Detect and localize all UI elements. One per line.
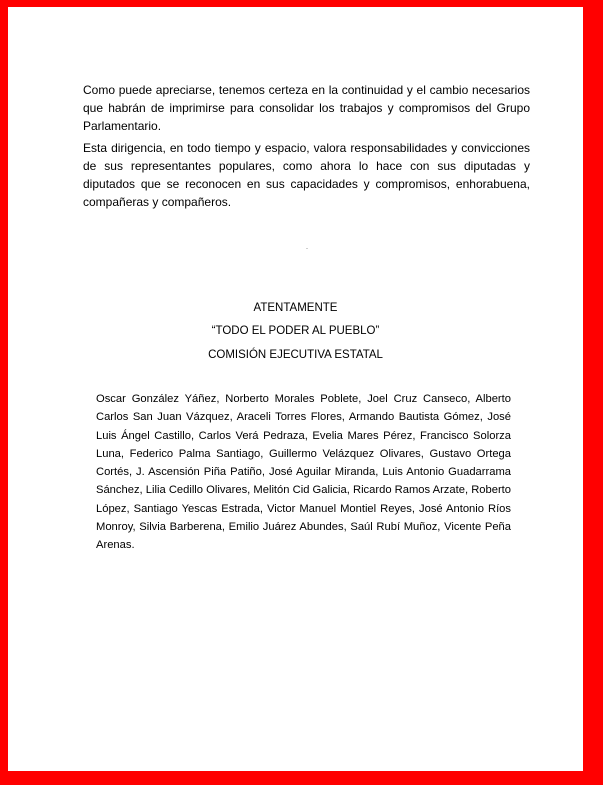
closing-motto: “TODO EL PODER AL PUEBLO” bbox=[211, 325, 380, 337]
signatories-list: Oscar González Yáñez, Norberto Morales Poblete, Joel Cruz Canseco, Alberto Carlos San Juan Vázquez, Araceli Torres Flores, Armando Bautista Gómez, José Luis Ángel Castillo, Carlos Verá Pedraza, Evelia Mares Pérez, Francisco Solorza Luna, Federico Palma Santiago, Guillermo Velázquez Olivares, Gustavo Ortega Cortés, J. Ascensión Piña Patiño, José Aguilar Miranda, Luis Antonio Guadarrama Sánchez, Lilia Cedillo Olivares, Melitón Cid Galicia, Ricardo Ramos Arzate, Roberto López, Santiago Yescas Estrada, Victor Manuel Montiel Reyes, José Antonio Ríos Monroy, Silvia Barberena, Emilio Juárez Abundes, Saúl Rubí Muñoz, Vicente Peña Arenas. bbox=[96, 393, 511, 552]
page-mark bbox=[306, 248, 308, 249]
document-page bbox=[8, 7, 583, 771]
paragraph-continuity: Como puede apreciarse, tenemos certeza en la continuidad y el cambio necesarios que habrán de imprimirse para consolidar los trabajos y compromisos del Grupo Parlamentario. bbox=[83, 83, 530, 133]
closing-atentamente: ATENTAMENTE bbox=[253, 302, 338, 314]
paragraph-leadership: Esta dirigencia, en todo tiempo y espacio, valora responsabilidades y convicciones de sus representantes populares, como ahora lo hace con sus diputadas y diputados que se reconocen en sus capacidades y compromisos, enhorabuena, compañeras y compañeros. bbox=[83, 141, 530, 209]
closing-committee: COMISIÓN EJECUTIVA ESTATAL bbox=[208, 349, 383, 361]
